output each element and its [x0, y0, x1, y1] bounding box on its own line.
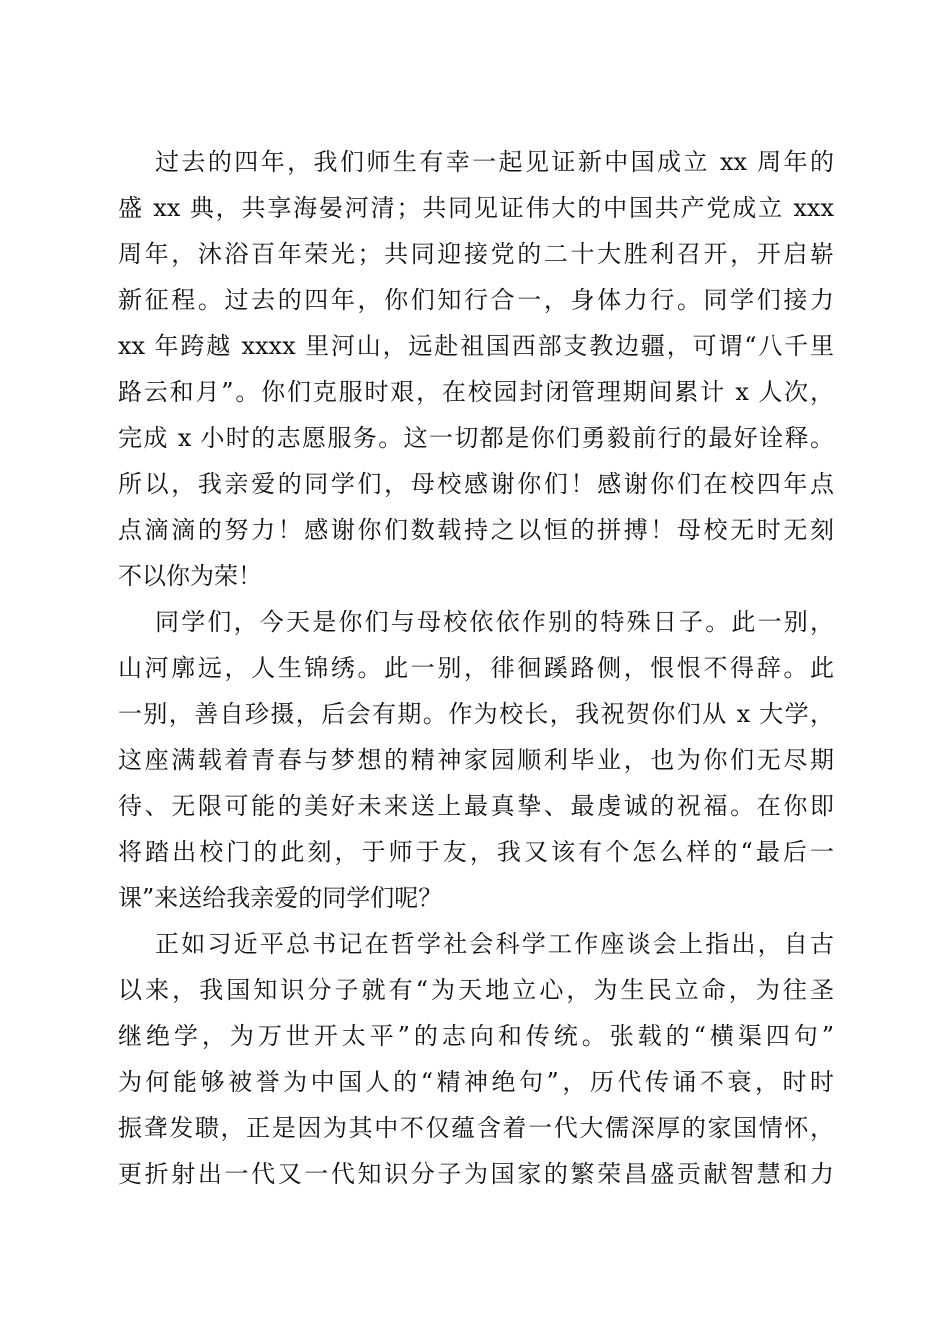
paragraph-1-line-7: 完成 x 小时的志愿服务。这一切都是你们勇毅前行的最好诠释。 [118, 424, 834, 452]
paragraph-1-line-1: 过去的四年，我们师生有幸一起见证新中国成立 xx 周年的 [155, 148, 834, 176]
paragraph-2-line-1: 同学们，今天是你们与母校依依作别的特殊日子。此一别， [155, 608, 834, 636]
paragraph-2-line-2: 山河廓远，人生锦绣。此一别，徘徊蹊路侧，恨恨不得辞。此 [118, 654, 834, 682]
paragraph-1-line-9: 点滴滴的努力！感谢你们数载持之以恒的拼搏！母校无时无刻 [118, 516, 834, 544]
paragraph-1-line-3: 周年，沐浴百年荣光；共同迎接党的二十大胜利召开，开启崭 [118, 240, 834, 268]
paragraph-1-line-2: 盛 xx 典，共享海晏河清；共同见证伟大的中国共产党成立 xxx [118, 194, 834, 222]
paragraph-3-line-2: 以来，我国知识分子就有“为天地立心，为生民立命，为往圣 [118, 976, 834, 1004]
paragraph-2-line-3: 一别，善自珍摄，后会有期。作为校长，我祝贺你们从 x 大学， [118, 700, 834, 728]
paragraph-3-line-3: 继绝学，为万世开太平”的志向和传统。张载的“横渠四句” [118, 1022, 834, 1050]
paragraph-1-line-5: xx 年跨越 xxxx 里河山，远赴祖国西部支教边疆，可谓“八千里 [118, 332, 834, 360]
paragraph-3-line-4: 为何能够被誉为中国人的“精神绝句”，历代传诵不衰，时时 [118, 1068, 834, 1096]
paragraph-2-line-4: 这座满载着青春与梦想的精神家园顺利毕业，也为你们无尽期 [118, 746, 834, 774]
paragraph-2-line-7: 课”来送给我亲爱的同学们呢？ [118, 884, 443, 912]
paragraph-3-line-1: 正如习近平总书记在哲学社会科学工作座谈会上指出，自古 [155, 930, 834, 958]
paragraph-3-line-5: 振聋发聩，正是因为其中不仅蕴含着一代大儒深厚的家国情怀， [118, 1114, 834, 1142]
paragraph-1-line-6: 路云和月”。你们克服时艰，在校园封闭管理期间累计 x 人次， [118, 378, 834, 406]
paragraph-3-line-6: 更折射出一代又一代知识分子为国家的繁荣昌盛贡献智慧和力 [118, 1160, 834, 1188]
paragraph-1-line-4: 新征程。过去的四年，你们知行合一，身体力行。同学们接力 [118, 286, 834, 314]
paragraph-1-line-10: 不以你为荣！ [118, 562, 262, 590]
paragraph-2-line-6: 将踏出校门的此刻，于师于友，我又该有个怎么样的“最后一 [118, 838, 834, 866]
paragraph-2-line-5: 待、无限可能的美好未来送上最真挚、最虔诚的祝福。在你即 [118, 792, 834, 820]
paragraph-1-line-8: 所以，我亲爱的同学们，母校感谢你们！感谢你们在校四年点 [118, 470, 834, 498]
